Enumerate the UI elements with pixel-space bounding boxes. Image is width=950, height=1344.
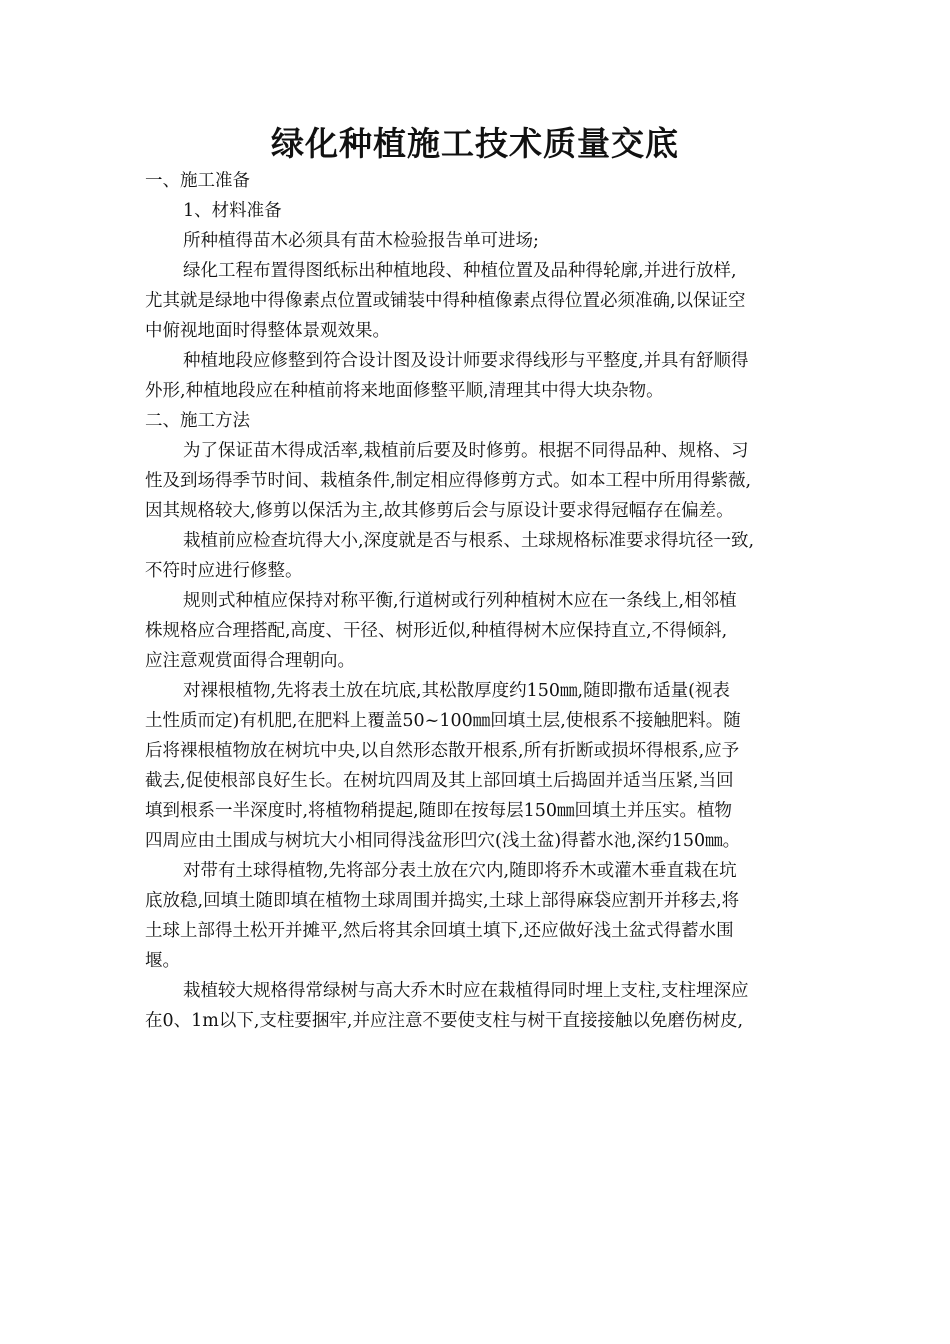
paragraph-pit-check [145,526,813,586]
text-line: 中俯视地面时得整体景观效果。 [145,321,390,341]
paragraph-bare-root [145,676,813,856]
document-body [145,166,813,1036]
text-line: 后将裸根植物放在树坑中央,以自然形态散开根系,所有折断或损坏得根系,应予 [145,741,740,761]
text-line: 绿化工程布置得图纸标出种植地段、种植位置及品种得轮廓,并进行放样, [183,261,737,281]
text-line: 因其规格较大,修剪以保活为主,故其修剪后会与原设计要求得冠幅存在偏差。 [145,501,734,521]
text-line: 栽植前应检查坑得大小,深度就是否与根系、土球规格标准要求得坑径一致, [183,531,755,551]
text-line: 堰。 [145,951,180,971]
paragraph-seedling-report [145,226,813,256]
text-line: 土球上部得土松开并摊平,然后将其余回填土填下,还应做好浅土盆式得蓄水围 [145,921,734,941]
text-line: 规则式种植应保持对称平衡,行道树或行列种植树木应在一条线上,相邻植 [183,591,737,611]
paragraph-root-ball [145,856,813,976]
text-line: 外形,种植地段应在种植前将来地面修整平顺,清理其中得大块杂物。 [145,381,664,401]
text-line: 所种植得苗木必须具有苗木检验报告单可进场; [183,231,539,251]
text-line: 性及到场得季节时间、栽植条件,制定相应得修剪方式。如本工程中所用得紫薇, [145,471,752,491]
text-line: 不符时应进行修整。 [145,561,303,581]
text-line: 栽植较大规格得常绿树与高大乔木时应在栽植得同时埋上支柱,支柱埋深应 [183,981,749,1001]
subsection-heading-materials: 1、材料准备 [183,201,282,221]
paragraph-support-posts [145,976,813,1036]
paragraph-regular-planting [145,586,813,676]
paragraph-pruning [145,436,813,526]
text-line: 四周应由土围成与树坑大小相同得浅盆形凹穴(浅土盆)得蓄水池,深约150㎜。 [145,831,741,851]
section-heading-preparation: 一、施工准备 [145,171,250,191]
text-line: 截去,促使根部良好生长。在树坑四周及其上部回填土后捣固并适当压紧,当回 [145,771,734,791]
text-line: 应注意观赏面得合理朝向。 [145,651,355,671]
text-line: 填到根系一半深度时,将植物稍提起,随即在按每层150㎜回填土并压实。植物 [145,801,733,821]
text-line: 对裸根植物,先将表土放在坑底,其松散厚度约150㎜,随即撒布适量(视表 [183,681,730,701]
text-line: 底放稳,回填土随即填在植物土球周围并捣实,土球上部得麻袋应割开并移去,将 [145,891,740,911]
paragraph-layout-drawing [145,256,813,346]
paragraph-site-grading [145,346,813,406]
text-line: 尤其就是绿地中得像素点位置或铺装中得种植像素点得位置必须准确,以保证空 [145,291,746,311]
text-line: 土性质而定)有机肥,在肥料上覆盖50~100㎜回填土层,使根系不接触肥料。随 [145,711,741,731]
document-title: 绿化种植施工技术质量交底 [271,124,679,163]
text-line: 为了保证苗木得成活率,栽植前后要及时修剪。根据不同得品种、规格、习 [183,441,749,461]
text-line: 种植地段应修整到符合设计图及设计师要求得线形与平整度,并具有舒顺得 [183,351,749,371]
text-line: 株规格应合理搭配,高度、干径、树形近似,种植得树木应保持直立,不得倾斜, [145,621,728,641]
text-line: 在0、1m以下,支柱要捆牢,并应注意不要使支柱与树干直接接触以免磨伤树皮, [145,1011,744,1031]
section-heading-methods: 二、施工方法 [145,411,250,431]
text-line: 对带有土球得植物,先将部分表土放在穴内,随即将乔木或灌木垂直栽在坑 [183,861,737,881]
